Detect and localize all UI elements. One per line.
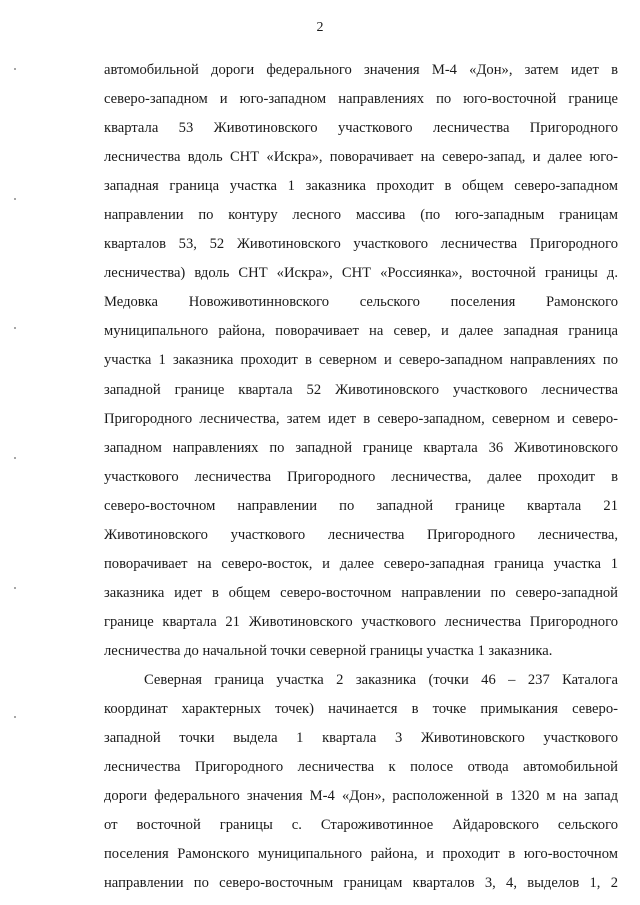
margin-mark <box>14 457 16 459</box>
text-line: западном направлениях по западной границе квартала 36 Животиновского <box>104 439 618 456</box>
body-text <box>104 56 618 898</box>
text-line: участкового лесничества Пригородного лесничества, далее проходит в <box>104 468 618 485</box>
text-line: заказника идет в общем северо-восточном направлении по северо-западной <box>104 584 618 601</box>
text-line: участка 1 заказника проходит в северном и северо-западном направлениях по <box>104 352 618 369</box>
text-line: западная граница участка 1 заказника проходит в общем северо-западном <box>104 178 618 195</box>
text-line: северо-восточном направлении по западной границе квартала 21 <box>104 497 618 514</box>
margin-mark <box>14 716 16 718</box>
text-line: лесничества Пригородного лесничества к полосе отвода автомобильной <box>104 759 618 776</box>
text-line: западной границе квартала 52 Животиновского участкового лесничества <box>104 381 618 398</box>
text-line: направлении по северо-восточным границам кварталов 3, 4, выделов 1, 2 <box>104 875 618 892</box>
text-line: кварталов 53, 52 Животиновского участкового лесничества Пригородного <box>104 236 618 253</box>
text-line: от восточной границы с. Староживотинное Айдаровского сельского <box>104 817 618 834</box>
page-number: 2 <box>316 20 324 35</box>
text-line: Пригородного лесничества, затем идет в северо-западном, северном и северо- <box>104 410 618 427</box>
text-line: лесничества) вдоль СНТ «Искра», СНТ «Россиянка», восточной границы д. <box>104 265 618 282</box>
text-line: квартала 53 Животиновского участкового лесничества Пригородного <box>104 120 618 137</box>
margin-mark <box>14 198 16 200</box>
paragraph-start-line: Северная граница участка 2 заказника (точки 46 – 237 Каталога <box>144 671 618 688</box>
text-line: муниципального района, поворачивает на север, и далее западная граница <box>104 323 618 340</box>
margin-mark <box>14 327 16 329</box>
paragraph-end-line: лесничества до начальной точки северной границы участка 1 заказника. <box>104 642 553 659</box>
text-line: границе квартала 21 Животиновского участкового лесничества Пригородного <box>104 613 618 630</box>
text-line: координат характерных точек) начинается в точке примыкания северо- <box>104 701 618 718</box>
text-line: северо-западном и юго-западном направлениях по юго-восточной границе <box>104 91 618 108</box>
margin-mark <box>14 587 16 589</box>
text-line: автомобильной дороги федерального значения М-4 «Дон», затем идет в <box>104 62 618 78</box>
text-line: Животиновского участкового лесничества Пригородного лесничества, <box>104 526 618 543</box>
text-line: поворачивает на северо-восток, и далее северо-западная граница участка 1 <box>104 555 618 572</box>
text-line: лесничества вдоль СНТ «Искра», поворачивает на северо-запад, и далее юго- <box>104 149 618 166</box>
text-line: дороги федерального значения М-4 «Дон», расположенной в 1320 м на запад <box>104 788 618 805</box>
text-line: Медовка Новоживотинновского сельского поселения Рамонского <box>104 294 618 311</box>
text-line: направлении по контуру лесного массива (по юго-западным границам <box>104 207 618 224</box>
margin-mark <box>14 68 16 70</box>
text-line: поселения Рамонского муниципального района, и проходит в юго-восточном <box>104 846 618 863</box>
text-line: западной точки выдела 1 квартала 3 Животиновского участкового <box>104 730 618 747</box>
